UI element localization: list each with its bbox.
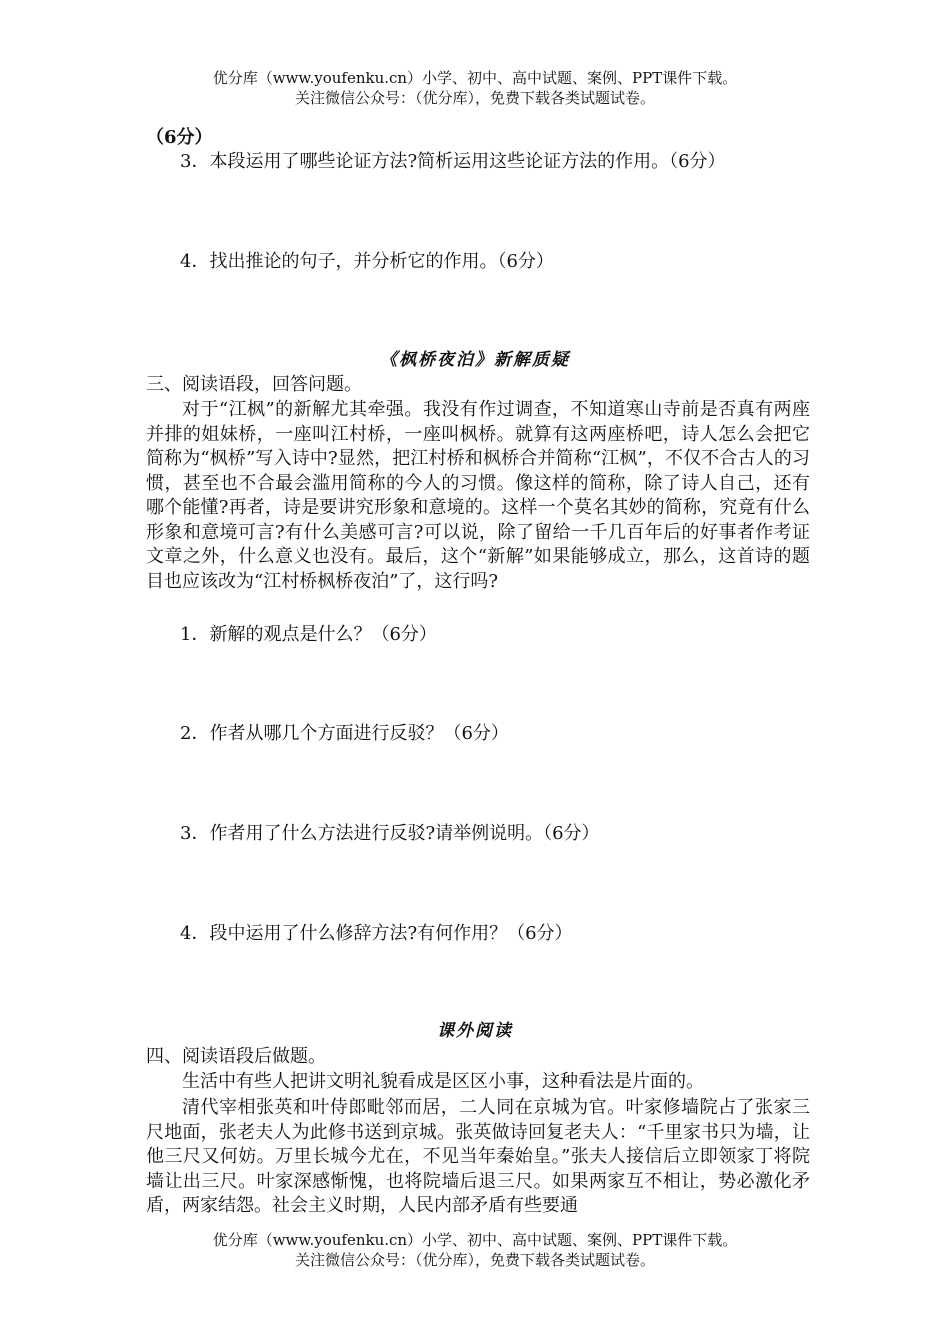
- footer-line-1: 优分库（www.youfenku.cn）小学、初中、高中试题、案例、PPT课件下载。: [212, 1231, 738, 1249]
- question-3-prev: 3．本段运用了哪些论证方法?简析运用这些论证方法的作用。（6分）: [180, 151, 726, 172]
- section-4-paragraph-2: 清代宰相张英和叶侍郎毗邻而居，二人同在京城为官。叶家修墙院占了张家三尺地面，张老夫人为此修书送到京城。张英做诗回复老夫人：“千里家书只为墙，让他三尺又何妨。万里长城今尤在，不见当年秦始皇。”张夫人接信后立即领家丁将院墙让出三尺。叶家深感惭愧，也将院墙后退三尺。如果两家互不相让，势必激化矛盾，两家结怨。社会主义时期，人民内部矛盾有些要通: [146, 1097, 810, 1216]
- section-3-title: 《枫桥夜泊》新解质疑: [380, 350, 570, 370]
- section-3-heading: 三、阅读语段，回答问题。: [146, 374, 362, 395]
- section-3-question-3: 3．作者用了什么方法进行反驳?请举例说明。（6分）: [180, 823, 600, 844]
- footer-line-2: 关注微信公众号：（优分库），免费下载各类试题试卷。: [294, 1251, 655, 1269]
- section-4-heading: 四、阅读语段后做题。: [146, 1046, 326, 1067]
- section-3-paragraph: 对于“江枫”的新解尤其牵强。我没有作过调查，不知道寒山寺前是否真有两座并排的姐妹桥，一座叫江村桥，一座叫枫桥。就算有这两座桥吧，诗人怎么会把它简称为“枫桥”写入诗中?显然，把江村桥和枫桥合并简称“江枫”，不仅不合古人的习惯，甚至也不合最会滥用简称的今人的习惯。像这样的简称，除了诗人自己，还有哪个能懂?再者，诗是要讲究形象和意境的。这样一个莫名其妙的简称，究竟有什么形象和意境可言?有什么美感可言?可以说，除了留给一千几百年后的好事者作考证文章之外，什么意义也没有。最后，这个“新解”如果能够成立，那么，这首诗的题目也应该改为“江村桥枫桥夜泊”了，这行吗?: [146, 399, 810, 592]
- score-continuation: （6分）: [146, 127, 213, 148]
- section-4-paragraph-1: 生活中有些人把讲文明礼貌看成是区区小事，这种看法是片面的。: [182, 1071, 704, 1092]
- header-line-2: 关注微信公众号：（优分库），免费下载各类试题试卷。: [294, 89, 655, 107]
- header-line-1: 优分库（www.youfenku.cn）小学、初中、高中试题、案例、PPT课件下载。: [212, 69, 738, 87]
- question-4-prev: 4．找出推论的句子，并分析它的作用。（6分）: [180, 251, 554, 272]
- section-3-question-4: 4．段中运用了什么修辞方法?有何作用？（6分）: [180, 923, 573, 944]
- section-4-title: 课外阅读: [437, 1021, 513, 1041]
- section-3-question-1: 1．新解的观点是什么？（6分）: [180, 624, 437, 645]
- section-3-question-2: 2．作者从哪几个方面进行反驳？（6分）: [180, 723, 509, 744]
